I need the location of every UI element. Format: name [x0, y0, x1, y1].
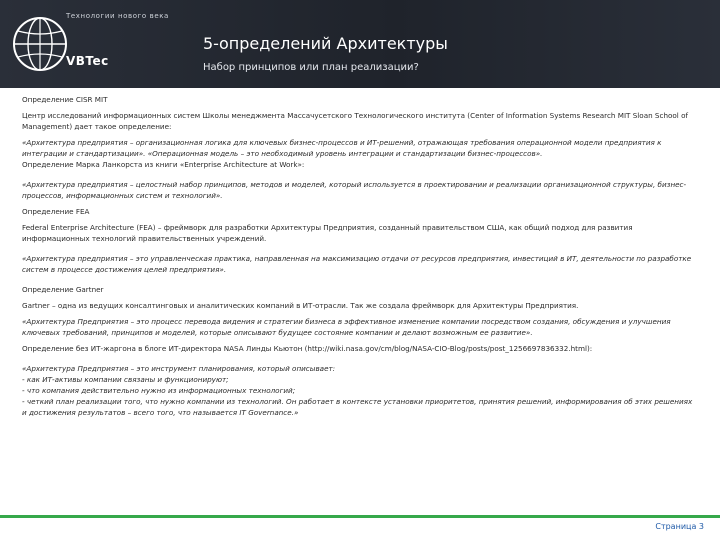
section-heading-gartner: Определение Gartner	[22, 285, 104, 294]
section-heading-lankhorst: Определение Марка Ланкорста из книги «Enterprise Architecture at Work»:	[22, 160, 305, 169]
section-text-fea: Federal Enterprise Architecture (FEA) – фреймворк для разработки Архитектуры Предприятия, созданный правительством США, как общий подход для развития информационных технологий правительственных учреждений.	[22, 223, 633, 243]
header-banner	[0, 0, 720, 88]
section-heading-fea: Определение FEA	[22, 207, 90, 216]
page-title: 5-определений Архитектуры	[203, 34, 448, 53]
section-quote-fea: «Архитектура предприятия – это управленческая практика, направленная на максимизацию отдачи от ресурсов предприятия, инвестиций в ИТ, деятельности по разработке систем в процессе достижения целей предприятия».	[22, 254, 692, 274]
section-heading-nasa: Определение без ИТ-жаргона в блоге ИТ-директора NASA Линды Кьютон (http://wiki.nasa.gov/cm/blog/NASA-CIO-Blog/posts/post_1256697836332.html):	[22, 344, 593, 353]
nasa-quote-line: - что компания действительно нужно из информационных технологий;	[22, 386, 296, 395]
brand-name: VBTec	[66, 54, 109, 68]
header-slogan: Технологии нового века	[66, 12, 169, 20]
footer-divider	[0, 515, 720, 518]
section-quote-gartner: «Архитектура Предприятия – это процесс перевода видения и стратегии бизнеса в эффективное изменение компании посредством создания, обсуждения и улучшения ключевых требований, принципов и моделей, которые описывают будущее состояние компании и делают возможным ее развитие».	[22, 317, 671, 337]
nasa-quote-line: - четкий план реализации того, что нужно компании из технологий. Он работает в контексте установки приоритетов, принятия решений, информирования об этих решениях и достижения результатов – всего того, что называется IT Governance.»	[22, 397, 693, 417]
nasa-quote-line: «Архитектура Предприятия – это инструмент планирования, который описывает:	[22, 364, 336, 373]
section-text-cisr: Центр исследований информационных систем Школы менеджмента Массачусетского Технологического института (Center of Information Systems Research MIT Sloan School of Management) дает такое определение:	[22, 111, 689, 131]
section-quote-cisr: «Архитектура предприятия – организационная логика для ключевых бизнес-процессов и ИТ-решений, отражающая требования операционной модели предприятия к интеграции и стандартизации». «Операционная модель – это необходимый уровень интеграции и стандартизации бизнес-процессов».	[22, 138, 662, 158]
slide-content	[22, 94, 698, 418]
section-quote-lankhorst: «Архитектура предприятия – целостный набор принципов, методов и моделей, который используется в проектировании и реализации организационной структуры, бизнес-процессов, информационных систем и технологий».	[22, 180, 687, 200]
page-number: Страница 3	[655, 522, 704, 531]
page-subtitle: Набор принципов или план реализации?	[203, 62, 419, 73]
nasa-quote-line: - как ИТ-активы компании связаны и функционируют;	[22, 375, 229, 384]
section-text-gartner: Gartner – одна из ведущих консалтинговых и аналитических компаний в ИТ-отрасли. Так же создала фреймворк для Архитектуры Предприятия.	[22, 301, 579, 310]
section-heading-cisr: Определение CISR MIT	[22, 95, 108, 104]
